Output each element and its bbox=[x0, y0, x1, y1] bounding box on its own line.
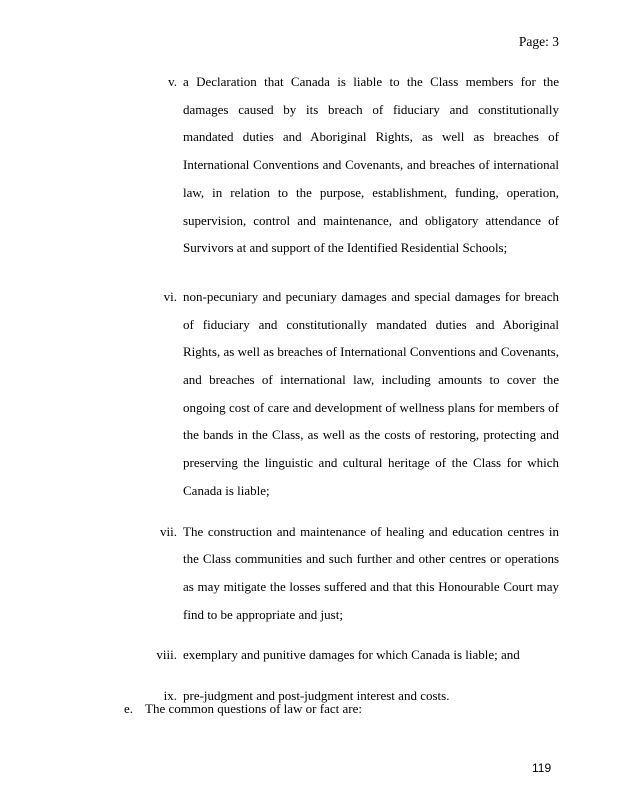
list-item-marker: vi. bbox=[163, 288, 177, 304]
list-item-marker: vii. bbox=[160, 523, 177, 539]
page-header-label: Page: 3 bbox=[518, 34, 559, 49]
list-item-e bbox=[0, 695, 362, 723]
list-item-text: pre-judgment and post-judgment interest and costs. bbox=[183, 688, 450, 704]
list-item-marker: v. bbox=[168, 74, 177, 89]
list-item-text: The common questions of law or fact are: bbox=[145, 701, 362, 716]
list-item bbox=[0, 68, 559, 262]
list-item-marker: viii. bbox=[156, 647, 177, 663]
list-item bbox=[0, 283, 559, 505]
relief-claims-list bbox=[0, 68, 559, 723]
list-item-marker: e. bbox=[123, 701, 133, 716]
list-item-text: exemplary and punitive damages for which Canada is liable; and bbox=[183, 647, 520, 663]
list-item bbox=[0, 641, 559, 669]
list-item bbox=[0, 518, 559, 629]
list-item-text: a Declaration that Canada is liable to the Class members for the damages caused by its breach of fiduciary and constitutionally mandated duties and Aboriginal Rights, as well as breaches of International Conventions and Covenants, and breaches of international law, in relation to the purpose, establishment, funding, operation, supervision, control and maintenance, and obligatory attendance of Survivors at and support of the Identified Residential Schools; bbox=[183, 74, 559, 256]
list-item-text: non-pecuniary and pecuniary damages and special damages for breach of fiduciary and constitutionally mandated duties and Aboriginal Rights, as well as breaches of International Conventions and Covenants, and breaches of international law, including amounts to cover the ongoing cost of care and development of wellness plans for members of the bands in the Class, as well as the costs of restoring, protecting and preserving the linguistic and cultural heritage of the Class for which Canada is liable; bbox=[183, 288, 559, 498]
list-item-marker: ix. bbox=[163, 688, 177, 704]
list-item-text: The construction and maintenance of healing and education centres in the Class communities and such further and other centres or operations as may mitigate the losses suffered and that this Honourable Court may find to be appropriate and just; bbox=[183, 523, 559, 622]
page-number-footer: 119 bbox=[532, 761, 552, 775]
